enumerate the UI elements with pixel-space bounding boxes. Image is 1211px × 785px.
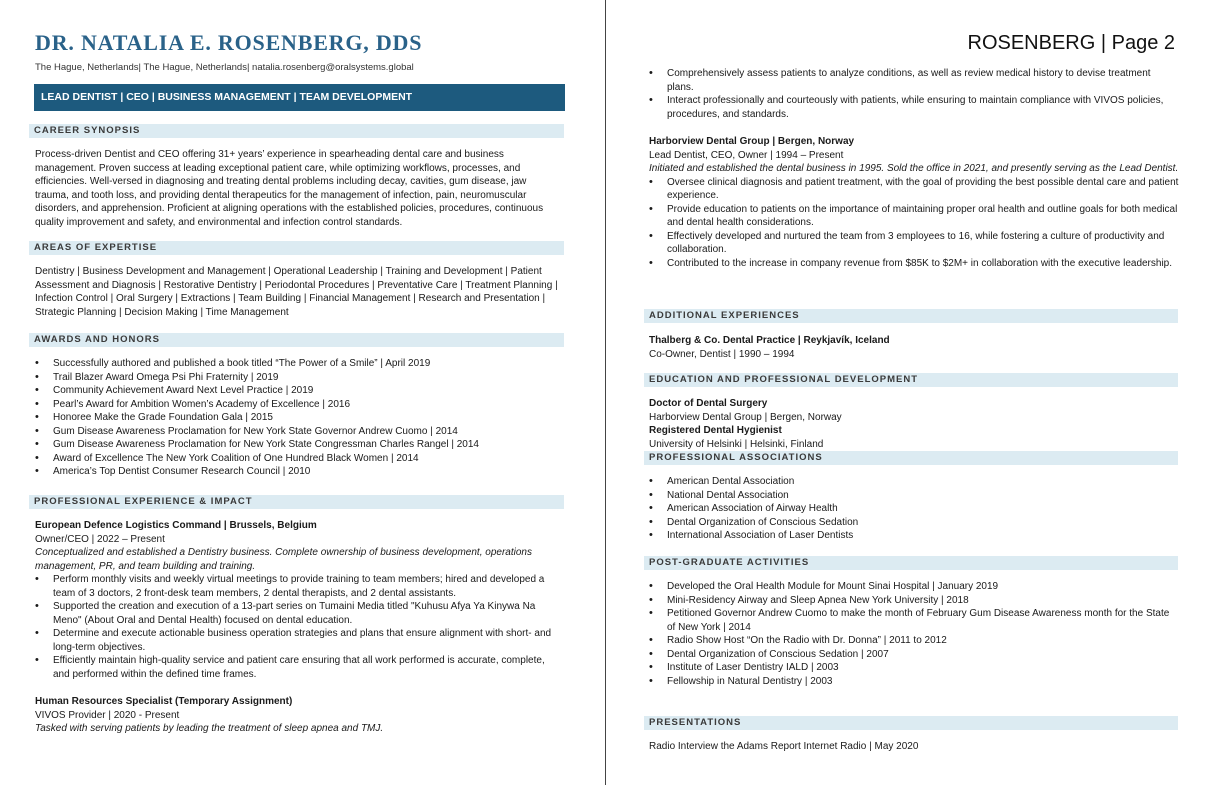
job-role: Lead Dentist, CEO, Owner | 1994 – Present bbox=[649, 149, 844, 161]
list-item: • American Dental Association bbox=[649, 475, 1179, 489]
list-item: • Radio Show Host “On the Radio with Dr. Donna” | 2011 to 2012 bbox=[649, 634, 1179, 648]
page-divider bbox=[605, 0, 606, 785]
section-heading-synopsis: CAREER SYNOPSIS bbox=[29, 124, 564, 138]
job-role: VIVOS Provider | 2020 - Present bbox=[35, 709, 180, 721]
resume-page-2 bbox=[607, 0, 1211, 785]
list-item: • Efficiently maintain high-quality service and patient care ensuring that all work performed is accurate, complete, and performed within the defined time frames. bbox=[35, 654, 560, 681]
list-item: • International Association of Laser Dentists bbox=[649, 529, 1179, 543]
awards-list bbox=[35, 357, 560, 479]
list-item: • Dental Organization of Conscious Sedation | 2007 bbox=[649, 648, 1179, 662]
resume-page-1 bbox=[0, 0, 605, 785]
list-item: • Mini-Residency Airway and Sleep Apnea New York University | 2018 bbox=[649, 594, 1179, 608]
contact-line: The Hague, Netherlands| The Hague, Netherlands| natalia.rosenberg@oralsystems.global bbox=[35, 62, 414, 73]
degree-title: Doctor of Dental Surgery bbox=[649, 398, 768, 409]
list-item: • America’s Top Dentist Consumer Research Council | 2010 bbox=[35, 465, 560, 479]
job-hr-specialist bbox=[35, 695, 560, 736]
list-item: • Award of Excellence The New York Coalition of One Hundred Black Women | 2014 bbox=[35, 452, 560, 466]
list-item: • American Association of Airway Health bbox=[649, 502, 1179, 516]
list-item: • Oversee clinical diagnosis and patient treatment, with the goal of providing the best possible dental care and patient experience. bbox=[649, 176, 1179, 203]
section-heading-presentations: PRESENTATIONS bbox=[644, 716, 1178, 730]
job-summary: Initiated and established the dental business in 1995. Sold the office in 2021, and presently serving as the Lead Dentist. bbox=[649, 163, 1179, 174]
list-item: • Gum Disease Awareness Proclamation for New York State Governor Andrew Cuomo | 2014 bbox=[35, 425, 560, 439]
associations-list bbox=[649, 475, 1179, 543]
section-heading-education: EDUCATION AND PROFESSIONAL DEVELOPMENT bbox=[644, 373, 1178, 387]
list-item: • Gum Disease Awareness Proclamation for New York State Congressman Charles Rangel | 2014 bbox=[35, 438, 560, 452]
section-heading-postgrad: POST-GRADUATE ACTIVITIES bbox=[644, 556, 1178, 570]
list-item: • National Dental Association bbox=[649, 489, 1179, 503]
company-name: Thalberg & Co. Dental Practice | Reykjavík, Iceland bbox=[649, 335, 890, 346]
section-heading-additional: ADDITIONAL EXPERIENCES bbox=[644, 309, 1178, 323]
company-name: Human Resources Specialist (Temporary Assignment) bbox=[35, 696, 293, 707]
list-item: • Perform monthly visits and weekly virtual meetings to provide training to team members; hired and developed a team of 3 doctors, 2 front-desk team members, 2 dental therapists, and 2 dental assistants. bbox=[35, 573, 560, 600]
list-item: • Successfully authored and published a book titled “The Power of a Smile” | April 2019 bbox=[35, 357, 560, 371]
list-item: • Pearl’s Award for Ambition Women’s Academy of Excellence | 2016 bbox=[35, 398, 560, 412]
job-european-defence bbox=[35, 519, 560, 681]
section-heading-associations: PROFESSIONAL ASSOCIATIONS bbox=[644, 451, 1178, 465]
list-item: • Institute of Laser Dentistry IALD | 2003 bbox=[649, 661, 1179, 675]
job-bullets bbox=[649, 176, 1179, 271]
school-name: Harborview Dental Group | Bergen, Norway bbox=[649, 411, 842, 423]
synopsis-text: Process-driven Dentist and CEO offering 31+ years’ experience in spearheading dental care and business management. Proven success at leading exceptional patient care, while optimizing workflows, processes, and efficiencies. Well-versed in diagnosing and treating dental problems including decay, cavities, gum disease, jaw trauma, and tooth loss, and providing dental therapeutics for the management of infection, pain, neuromuscular disorders, and apprehension. Proficient at aligning operations with the established policies, procedures, continuous quality improvement and safety, and environmental and infection control standards. bbox=[35, 149, 544, 228]
degree-title: Registered Dental Hygienist bbox=[649, 425, 782, 436]
company-name: Harborview Dental Group | Bergen, Norway bbox=[649, 136, 855, 147]
list-item: • Developed the Oral Health Module for Mount Sinai Hospital | January 2019 bbox=[649, 580, 1179, 594]
list-item: • Effectively developed and nurtured the team from 3 employees to 16, while fostering a culture of productivity and collaboration. bbox=[649, 230, 1179, 257]
job-bullets-continued bbox=[649, 67, 1179, 121]
list-item: • Comprehensively assess patients to analyze conditions, as well as review medical history to devise treatment plans. bbox=[649, 67, 1179, 94]
section-heading-awards: AWARDS AND HONORS bbox=[29, 333, 564, 347]
list-item: • Trail Blazer Award Omega Psi Phi Fraternity | 2019 bbox=[35, 371, 560, 385]
section-heading-expertise: AREAS OF EXPERTISE bbox=[29, 241, 564, 255]
job-summary: Conceptualized and established a Dentistry business. Complete ownership of business development, operations management, PR, and team building and training. bbox=[35, 547, 532, 572]
postgrad-list bbox=[649, 580, 1179, 688]
education-block bbox=[649, 397, 1179, 451]
job-harborview bbox=[649, 135, 1179, 270]
school-name: University of Helsinki | Helsinki, Finland bbox=[649, 438, 824, 450]
list-item: • Determine and execute actionable business operation strategies and plans that ensure alignment with short- and long-term objectives. bbox=[35, 627, 560, 654]
list-item: • Interact professionally and courteously with patients, while ensuring to maintain compliance with VIVOS policies, procedures, and standards. bbox=[649, 94, 1179, 121]
page2-header: ROSENBERG | Page 2 bbox=[967, 32, 1175, 54]
candidate-name: DR. NATALIA E. ROSENBERG, DDS bbox=[35, 30, 423, 55]
section-heading-experience: PROFESSIONAL EXPERIENCE & IMPACT bbox=[29, 495, 564, 509]
list-item: • Supported the creation and execution of a 13-part series on Tumaini Media titled "Kuhusu Afya Ya Kinywa Na Meno" (About Oral and Dental Health) focused on dental education. bbox=[35, 600, 560, 627]
expertise-text: Dentistry | Business Development and Management | Operational Leadership | Training and Development | Patient Assessment and Diagnosis | Restorative Dentistry | Periodontal Procedures | Preventative Care | Treatment Planning | Infection Control | Oral Surgery | Extractions | Team Building | Financial Management | Research and Presentation | Strategic Planning | Decision Making | Time Management bbox=[35, 266, 558, 318]
job-bullets bbox=[35, 573, 560, 681]
list-item: • Dental Organization of Conscious Sedation bbox=[649, 516, 1179, 530]
list-item: • Contributed to the increase in company revenue from $85K to $2M+ in collaboration with the executive leadership. bbox=[649, 257, 1179, 271]
additional-experience bbox=[649, 334, 1179, 361]
list-item: • Fellowship in Natural Dentistry | 2003 bbox=[649, 675, 1179, 689]
job-role: Co-Owner, Dentist | 1990 – 1994 bbox=[649, 348, 795, 360]
title-banner: LEAD DENTIST | CEO | BUSINESS MANAGEMENT | TEAM DEVELOPMENT bbox=[34, 84, 565, 111]
list-item: • Community Achievement Award Next Level Practice | 2019 bbox=[35, 384, 560, 398]
list-item: • Honoree Make the Grade Foundation Gala | 2015 bbox=[35, 411, 560, 425]
presentations-text: Radio Interview the Adams Report Internet Radio | May 2020 bbox=[649, 741, 919, 752]
company-name: European Defence Logistics Command | Brussels, Belgium bbox=[35, 520, 317, 531]
list-item: • Petitioned Governor Andrew Cuomo to make the month of February Gum Disease Awareness month for the State of New York | 2014 bbox=[649, 607, 1179, 634]
job-role: Owner/CEO | 2022 – Present bbox=[35, 533, 165, 545]
list-item: • Provide education to patients on the importance of maintaining proper oral health and outline goals for both medical and dental health considerations. bbox=[649, 203, 1179, 230]
job-summary: Tasked with serving patients by leading the treatment of sleep apnea and TMJ. bbox=[35, 723, 384, 734]
